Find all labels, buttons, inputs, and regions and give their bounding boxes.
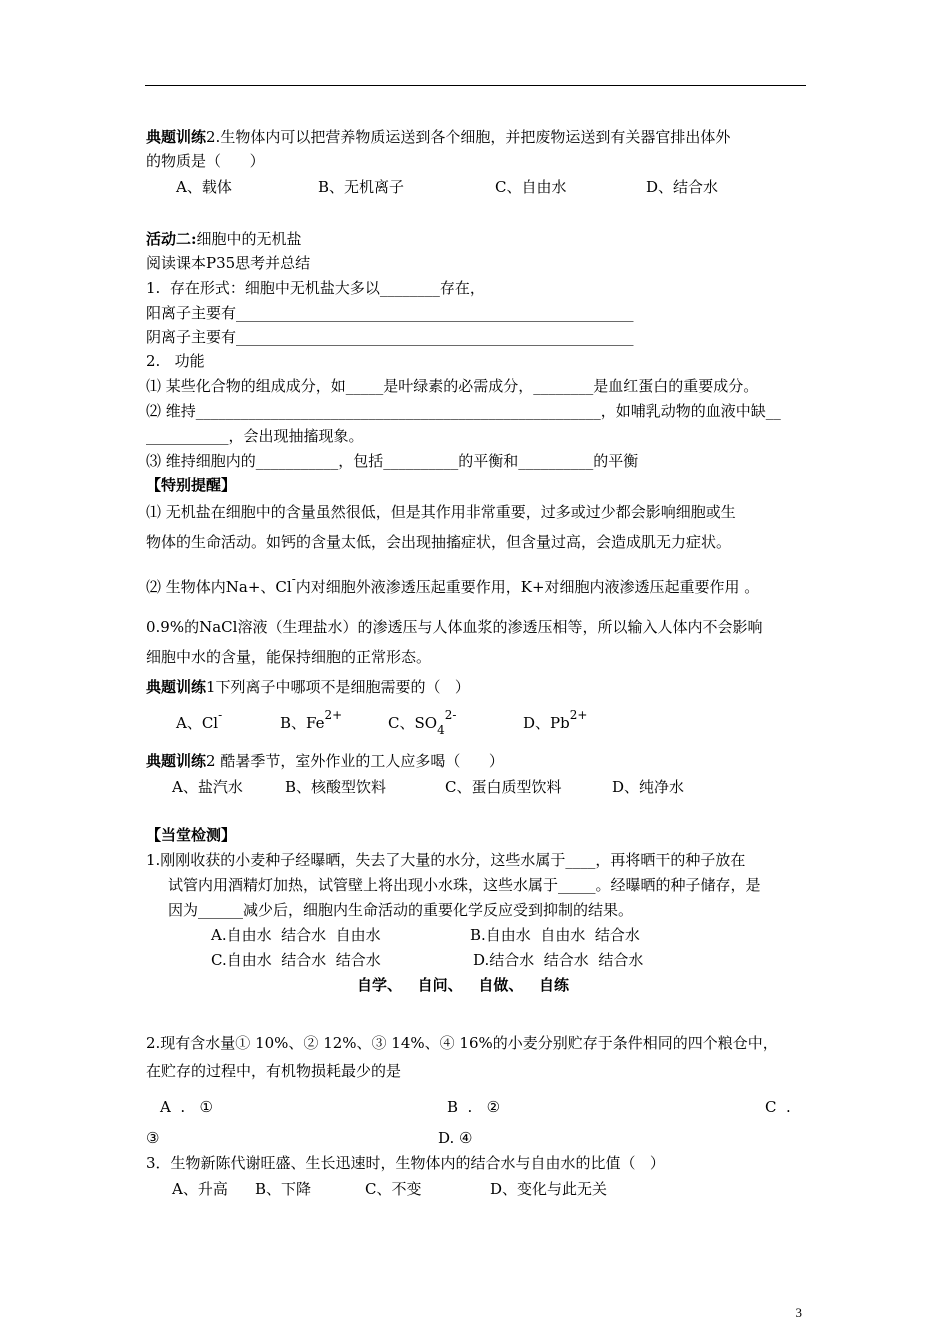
check-q2-option-a: A . ① [160, 1098, 213, 1116]
function-1: ⑴ 某些化合物的组成成分，如_____是叶绿素的必需成分，________是血红蛋白的重要成分。 [146, 377, 759, 395]
motto: 自学、 自问、 自做、 自练 [357, 976, 570, 994]
ion-option-b [280, 708, 343, 733]
ion-c-sup: 2- [444, 708, 457, 722]
summer-option-b: B、核酸型饮料 [285, 778, 387, 796]
reminder-2-b: 内对细胞外液渗透压起重要作用，K+对细胞内液渗透压起重要作用 。 [295, 578, 760, 596]
check-q1: 1.刚刚收获的小麦种子经曝晒，失去了大量的水分，这些水属于____，再将晒干的种子放在 [146, 851, 746, 869]
check-q1-cont1: 试管内用酒精灯加热，试管壁上将出现小水珠，这些水属于_____。经曝晒的种子储存，是 [168, 876, 761, 894]
summer-option-d: D、纯净水 [612, 778, 685, 796]
option-a: A、载体 [176, 178, 232, 196]
ion-a-text: A、Cl [176, 714, 219, 732]
question-train-2 [146, 128, 730, 146]
summer-option-a: A、盐汽水 [172, 778, 243, 796]
check-q2-option-b: B . ② [447, 1098, 501, 1116]
option-b: B、无机离子 [318, 178, 405, 196]
ion-b-sup: 2+ [324, 708, 343, 722]
question-summer [146, 752, 504, 770]
question-ion [146, 678, 470, 696]
check-q2: 2.现有含水量① 10%、② 12%、③ 14%、④ 16%的小麦分别贮存于条件相同的四个粮仓中， [146, 1034, 778, 1052]
reminder-1-cont: 物体的生命活动。如钙的含量太低，会出现抽搐症状，但含量过高，会造成肌无力症状。 [146, 533, 732, 551]
function-3: ⑶ 维持细胞内的___________，包括__________的平衡和__________的平衡 [146, 452, 639, 470]
reading-instruction: 阅读课本P35思考并总结 [146, 254, 311, 272]
option-d: D、结合水 [646, 178, 719, 196]
reminder-2-sup: - [291, 572, 296, 586]
ion-b-text: B、Fe [280, 714, 325, 732]
check-q3: 3．生物新陈代谢旺盛、生长迅速时，生物体内的结合水与自由水的比值（ ） [146, 1154, 665, 1172]
ion-a-sup: - [218, 708, 223, 722]
check-q3-option-b: B、下降 [255, 1180, 312, 1198]
function-heading: 2. 功能 [146, 352, 205, 370]
check-q1-cont2: 因为______减少后，细胞内生命活动的重要化学反应受到抑制的结果。 [168, 901, 634, 919]
check-q2-option-c: C . [765, 1098, 791, 1116]
function-2-cont: ___________，会出现抽搐现象。 [146, 427, 364, 445]
option-c: C、自由水 [495, 178, 567, 196]
header-rule [145, 85, 806, 86]
reminder-1: ⑴ 无机盐在细胞中的含量虽然很低，但是其作用非常重要，过多或过少都会影响细胞或生 [146, 503, 736, 521]
existence-form: 1. 存在形式：细胞中无机盐大多以________存在， [146, 279, 485, 297]
reminder-3-cont: 细胞中水的含量，能保持细胞的正常形态。 [146, 648, 432, 666]
check-q1-option-d: D.结合水 结合水 结合水 [473, 951, 644, 969]
cation-line: 阳离子主要有_____________________________________________________ [146, 304, 634, 322]
reminder-title: 【特别提醒】 [146, 476, 237, 494]
reminder-2-a: ⑵ 生物体内Na+、Cl [146, 578, 292, 596]
check-q3-option-c: C、不变 [365, 1180, 422, 1198]
check-q2-option-c-value: ③ [146, 1129, 160, 1147]
ion-d-sup: 2+ [569, 708, 588, 722]
question-text: 2 酷暑季节，室外作业的工人应多喝（ ） [206, 752, 504, 770]
question-text-cont: 的物质是（ ） [146, 152, 265, 170]
ion-d-text: D、Pb [523, 714, 570, 732]
question-label: 典题训练 [146, 678, 207, 696]
question-label: 典题训练 [146, 128, 207, 146]
question-text: 1下列离子中哪项不是细胞需要的（ ） [206, 678, 470, 696]
page-number: 3 [795, 1305, 802, 1320]
check-q1-option-c: C.自由水 结合水 结合水 [211, 951, 381, 969]
activity-heading [146, 230, 302, 248]
function-2: ⑵ 维持______________________________________________________，如哺乳动物的血液中缺__ [146, 402, 781, 420]
check-title: 【当堂检测】 [146, 826, 237, 844]
check-q1-option-a: A.自由水 结合水 自由水 [211, 926, 381, 944]
check-q3-option-d: D、变化与此无关 [490, 1180, 608, 1198]
check-q2-cont: 在贮存的过程中，有机物损耗最少的是 [146, 1062, 402, 1080]
reminder-2 [146, 572, 760, 597]
activity-title: 细胞中的无机盐 [196, 230, 302, 248]
question-text: 2.生物体内可以把营养物质运送到各个细胞，并把废物运送到有关器官排出体外 [206, 128, 731, 146]
ion-option-c [388, 708, 457, 737]
question-label: 典题训练 [146, 752, 207, 770]
summer-option-c: C、蛋白质型饮料 [445, 778, 562, 796]
ion-option-d [523, 708, 588, 733]
reminder-3: 0.9%的NaCl溶液（生理盐水）的渗透压与人体血浆的渗透压相等，所以输入人体内不会影响 [146, 618, 763, 636]
ion-c-sub: 4 [437, 723, 445, 737]
check-q2-option-d: D. ④ [438, 1129, 473, 1147]
anion-line: 阴离子主要有_____________________________________________________ [146, 328, 634, 346]
check-q1-option-b: B.自由水 自由水 结合水 [470, 926, 640, 944]
activity-label: 活动二: [146, 230, 197, 248]
ion-c-text: C、SO [388, 714, 438, 732]
check-q3-option-a: A、升高 [172, 1180, 228, 1198]
ion-option-a [176, 708, 223, 733]
